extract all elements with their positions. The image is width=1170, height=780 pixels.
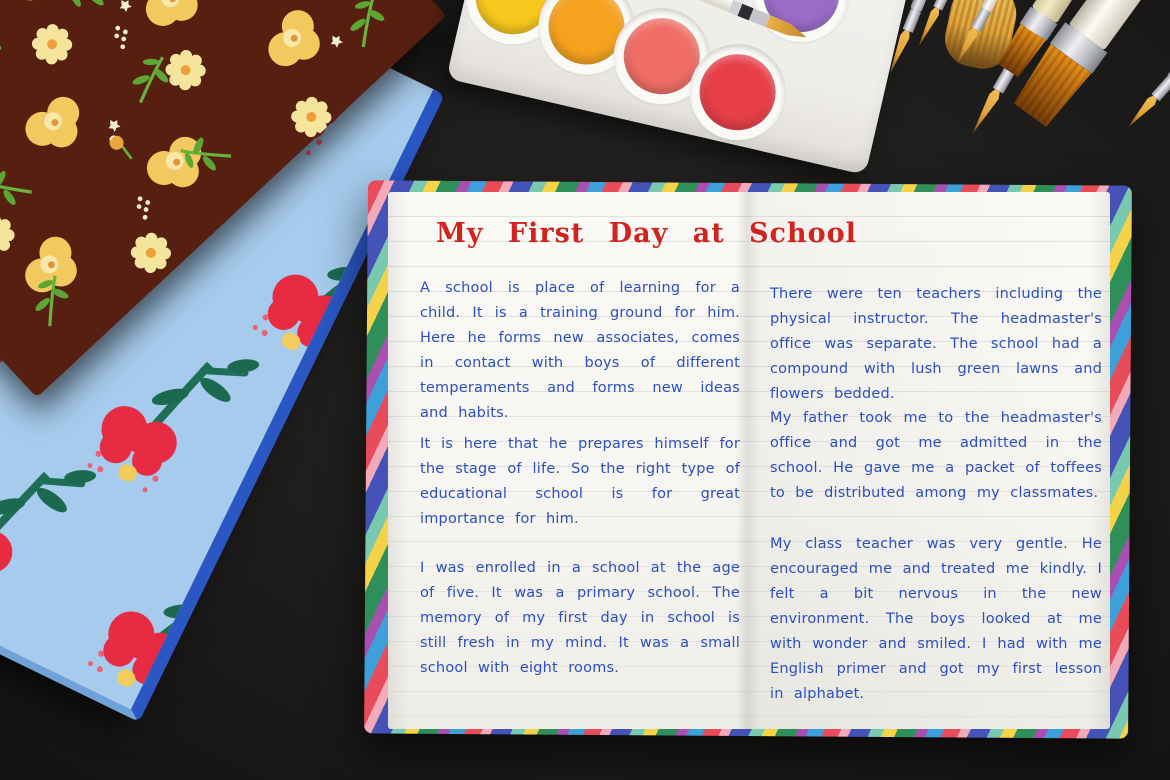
essay-title: My First Day at School: [436, 218, 857, 249]
brush-bristles: [1124, 94, 1159, 131]
paint-pan-red: [692, 47, 783, 138]
paint-well: [744, 0, 859, 52]
essay-paragraph-right-3: My class teacher was very gentle. He encouraged me and treated me kindly. I felt a bit nervous in the new environment. The boys looked at me with wonder and smiled. I had with me English primer and got my first lesson in alphabet.: [770, 536, 1102, 702]
watercolor-palette: [446, 0, 923, 175]
brush-handle: [1167, 10, 1170, 83]
paintbrush: [1124, 10, 1170, 131]
essay-paragraph-left-2: It is here that he prepares himself for the stage of life. So the right type of educational school is for great importance for him.: [420, 436, 740, 527]
essay-paragraph-right-1: There were ten teachers including the physical instructor. The headmaster's office was separate. The school had a compound with lush green lawns and flowers bedded.: [770, 286, 1102, 402]
essay-paragraph-left-1: A school is place of learning for a child. It is a training ground for him. Here he forms new associates, comes in contact with boys of different temperaments and forms new ideas and habits.: [420, 280, 740, 421]
open-notebook-pages: [388, 192, 1110, 729]
essay-paragraph-left-3: I was enrolled in a school at the age of five. It was a primary school. The memory of my first day in school is still fresh in my mind. It was a small school with eight rooms.: [420, 560, 740, 676]
brush-bristles: [967, 87, 1002, 136]
brush-ferrule: [902, 8, 920, 33]
essay-paragraph-right-2: My father took me to the headmaster's office and got me admitted in the school. He gave me a packet of toffees to be distributed among my classmates.: [770, 410, 1102, 501]
